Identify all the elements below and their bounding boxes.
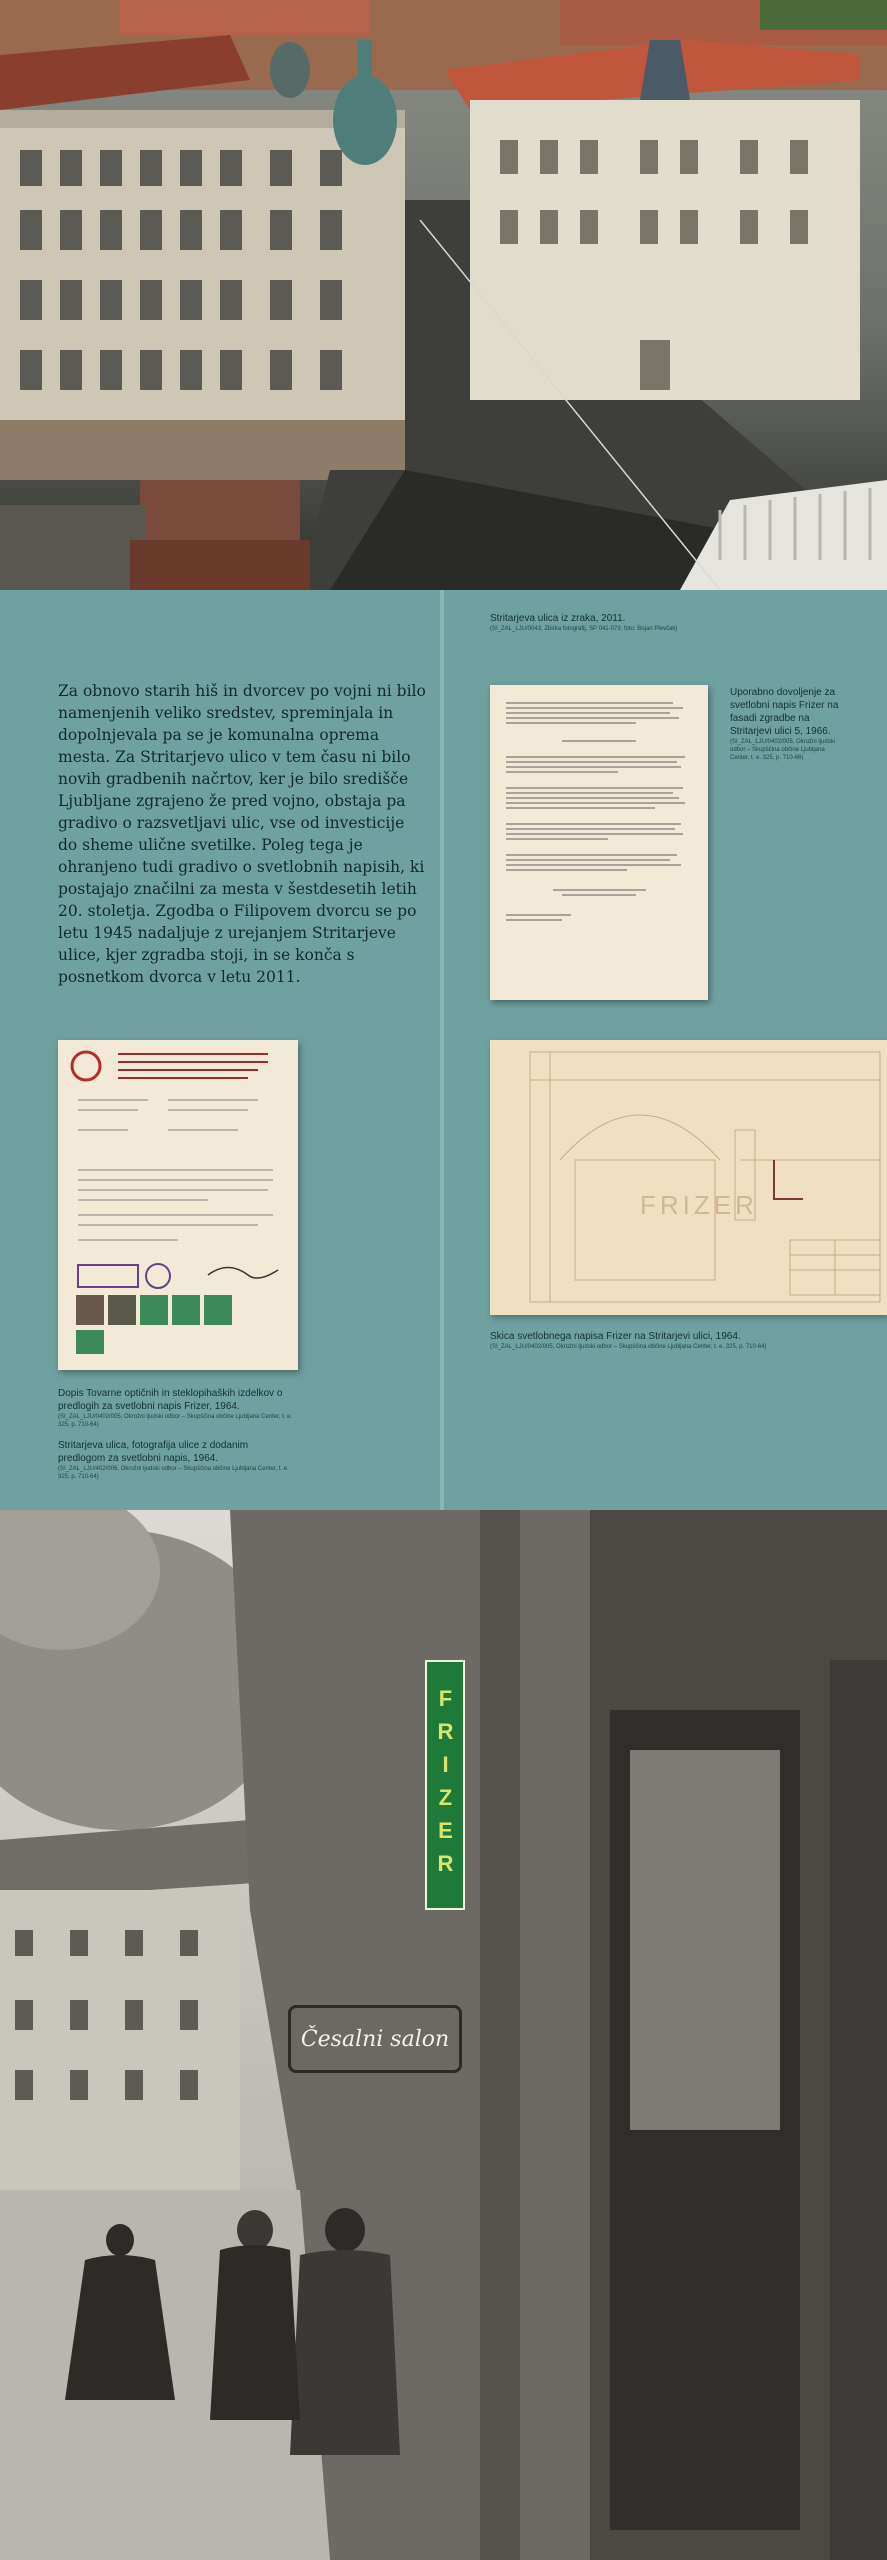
aerial-photo-source: (SI_ZAL_LJU/0043, Zbirka fotografij, SP 041-073; foto: Bojan Plevčak) [490, 626, 678, 632]
frizer-neon-sign [425, 1660, 465, 1910]
aerial-photo-stritarjeva [0, 0, 887, 590]
cesalni-salon-text: Česalni salon [300, 2026, 450, 2052]
sketch-document-image [490, 1040, 887, 1315]
sketch-source: (SI_ZAL_LJU/0402/005, Okrožni ljudski odbor – Skupščina občine Ljubljana Center, t. e. 325, p. 710-64) [490, 1344, 767, 1350]
letter-document-image [58, 1040, 298, 1370]
aerial-photo-caption: Stritarjeva ulica iz zraka, 2011. [490, 613, 626, 624]
permit-caption-block [730, 686, 845, 762]
letter-illustration [58, 1040, 298, 1370]
street-photo-source: (SI_ZAL_LJU/402/006, Okrožni ljudski odbor – Skupščina občine Ljubljana Center, t. e. 325, p. 710-64) [58, 1466, 289, 1480]
cesalni-salon-sign [288, 2005, 462, 2073]
letter-caption: Dopis Tovarne optičnih in steklopihaških izdelkov o predlogih za svetlobni napis Frizer, 1964. [58, 1388, 283, 1412]
panel-divider [440, 590, 444, 1510]
permit-source: (SI_ZAL_LJU/0402/005, Okrožni ljudski odbor – Skupščina občine Ljubljana Center, t. e. 325, p. 710-66) [730, 739, 836, 761]
sketch-caption: Skica svetlobnega napisa Frizer na Stritarjevi ulici, 1964. [490, 1331, 741, 1342]
letter-caption-block [58, 1387, 298, 1481]
permit-document-image [490, 685, 708, 1000]
street-photo-caption: Stritarjeva ulica, fotografija ulice z dodanim predlogom za svetlobni napis, 1964. [58, 1440, 249, 1464]
frizer-neon-text: FRIZER [433, 1686, 458, 1884]
historic-street-photo [0, 1510, 887, 2560]
sketch-illustration [490, 1040, 887, 1315]
letter-source: (SI_ZAL_LJU/0402/005, Okrožni ljudski odbor – Skupščina občine Ljubljana Center, t. e. 325, p. 710-64) [58, 1414, 293, 1428]
aerial-photo-caption-block [490, 612, 820, 633]
sketch-caption-block [490, 1330, 870, 1351]
body-paragraph: Za obnovo starih hiš in dvorcev po vojni ni bilo namenjenih veliko sredstev, spreminjala in dopolnjevala pa se je komunalna oprema mesta. Za Stritarjevo ulico v tem času ni bilo novih gradbenih načrtov, ker je bilo središče Ljubljane zgrajeno že pred vojno, obstaja pa gradivo o razsvetljavi ulic, vse od investicije do sheme ulične svetilke. Poleg tega je ohranjeno tudi gradivo o svetlobnih napisih, ki postajajo značilni za mesta v šestdesetih letih 20. stoletja. Zgodba o Filipovem dvorcu se po letu 1945 nadaljuje z urejanjem Stritarjeve ulice, kjer zgradba stoji, in se konča s posnetkom dvorca v letu 2011. [58, 682, 426, 986]
sketch-frizer-text: FRIZER [640, 1190, 758, 1220]
permit-caption: Uporabno dovoljenje za svetlobni napis Frizer na fasadi zgradbe na Stritarjevi ulici 5, 1966. [730, 687, 839, 737]
aerial-photo-illustration [0, 0, 887, 590]
